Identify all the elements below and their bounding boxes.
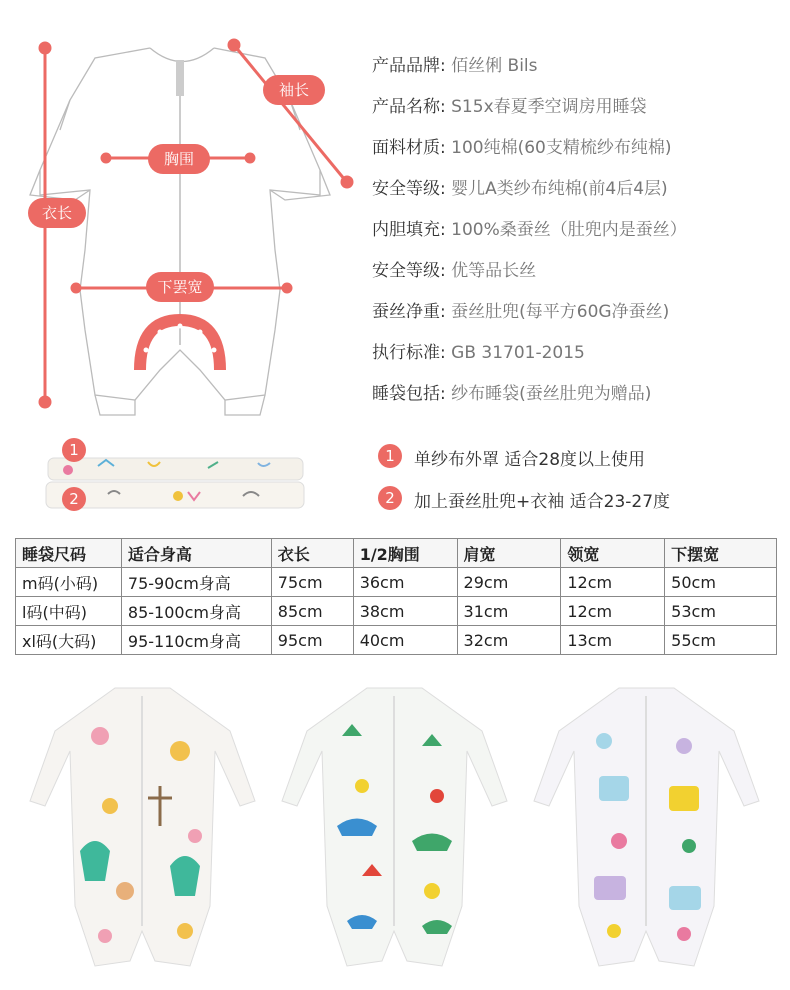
spec-value: 100纯棉(60支精梳纱布纯棉)	[451, 138, 672, 158]
cell: 12cm	[561, 568, 665, 597]
size-table	[15, 538, 777, 655]
cell: 29cm	[457, 568, 561, 597]
cell: xl码(大码)	[16, 626, 122, 655]
spec-includes	[372, 383, 651, 405]
spec-key: 产品品牌:	[372, 56, 446, 76]
spec-key: 安全等级:	[372, 261, 446, 281]
spec-safety-grade-2	[372, 260, 536, 282]
spec-value: S15x春夏季空调房用睡袋	[451, 97, 647, 117]
layer-badge-2: 2	[378, 486, 402, 510]
spec-value: 蚕丝肚兜(每平方60G净蚕丝)	[451, 302, 670, 322]
cell: 31cm	[457, 597, 561, 626]
spec-value: 婴儿A类纱布纯棉(前4后4层)	[451, 179, 668, 199]
layer-marker-2: 2	[62, 487, 86, 511]
layer-desc-2: 加上蚕丝肚兜+衣袖 适合23-27度	[414, 492, 671, 512]
sleeve-length-label: 袖长	[263, 75, 325, 105]
hem-width-label: 下罢宽	[146, 272, 214, 302]
cell: 95cm	[271, 626, 353, 655]
cell: 85-100cm身高	[121, 597, 271, 626]
table-row	[16, 626, 777, 655]
spec-standard	[372, 342, 585, 364]
cell: 53cm	[665, 597, 777, 626]
spec-value: GB 31701-2015	[451, 343, 585, 363]
deer-print-sleeping-bag-image	[20, 676, 265, 982]
spec-product-name	[372, 96, 647, 118]
cell: 75-90cm身高	[121, 568, 271, 597]
dinosaur-print-sleeping-bag-image	[272, 676, 517, 982]
cell: 55cm	[665, 626, 777, 655]
cell: 40cm	[353, 626, 457, 655]
spec-value: 纱布睡袋(蚕丝肚兜为赠品)	[451, 384, 652, 404]
spec-safety-grade	[372, 178, 668, 200]
spec-filling	[372, 219, 687, 241]
spec-material	[372, 137, 672, 159]
spec-value: 100%桑蚕丝（肚兜内是蚕丝）	[451, 220, 687, 240]
spec-key: 面料材质:	[372, 138, 446, 158]
spec-key: 安全等级:	[372, 179, 446, 199]
spec-key: 产品名称:	[372, 97, 446, 117]
cell: l码(中码)	[16, 597, 122, 626]
cell: 75cm	[271, 568, 353, 597]
spec-key: 睡袋包括:	[372, 384, 446, 404]
header-hem: 下摆宽	[665, 539, 777, 568]
header-half-chest: 1/2胸围	[353, 539, 457, 568]
layer-badge-1: 1	[378, 444, 402, 468]
bunny-print-sleeping-bag-image	[524, 676, 769, 982]
cell: 12cm	[561, 597, 665, 626]
chest-label: 胸围	[148, 144, 210, 174]
header-shoulder: 肩宽	[457, 539, 561, 568]
spec-brand	[372, 55, 538, 77]
spec-key: 蚕丝净重:	[372, 302, 446, 322]
header-height: 适合身高	[121, 539, 271, 568]
cell: 95-110cm身高	[121, 626, 271, 655]
header-size: 睡袋尺码	[16, 539, 122, 568]
layer-desc-1: 单纱布外罩 适合28度以上使用	[414, 450, 646, 470]
cell: 36cm	[353, 568, 457, 597]
table-header-row	[16, 539, 777, 568]
table-row	[16, 568, 777, 597]
layer-marker-1: 1	[62, 438, 86, 462]
spec-key: 内胆填充:	[372, 220, 446, 240]
cell: 13cm	[561, 626, 665, 655]
spec-value: 佰丝俐 Bils	[451, 56, 538, 76]
header-collar: 领宽	[561, 539, 665, 568]
cell: m码(小码)	[16, 568, 122, 597]
length-label: 衣长	[28, 198, 86, 228]
table-row	[16, 597, 777, 626]
cell: 38cm	[353, 597, 457, 626]
cell: 50cm	[665, 568, 777, 597]
spec-value: 优等品长丝	[451, 261, 537, 281]
cell: 85cm	[271, 597, 353, 626]
spec-silk-weight	[372, 301, 669, 323]
header-length: 衣长	[271, 539, 353, 568]
cell: 32cm	[457, 626, 561, 655]
spec-key: 执行标准:	[372, 343, 446, 363]
